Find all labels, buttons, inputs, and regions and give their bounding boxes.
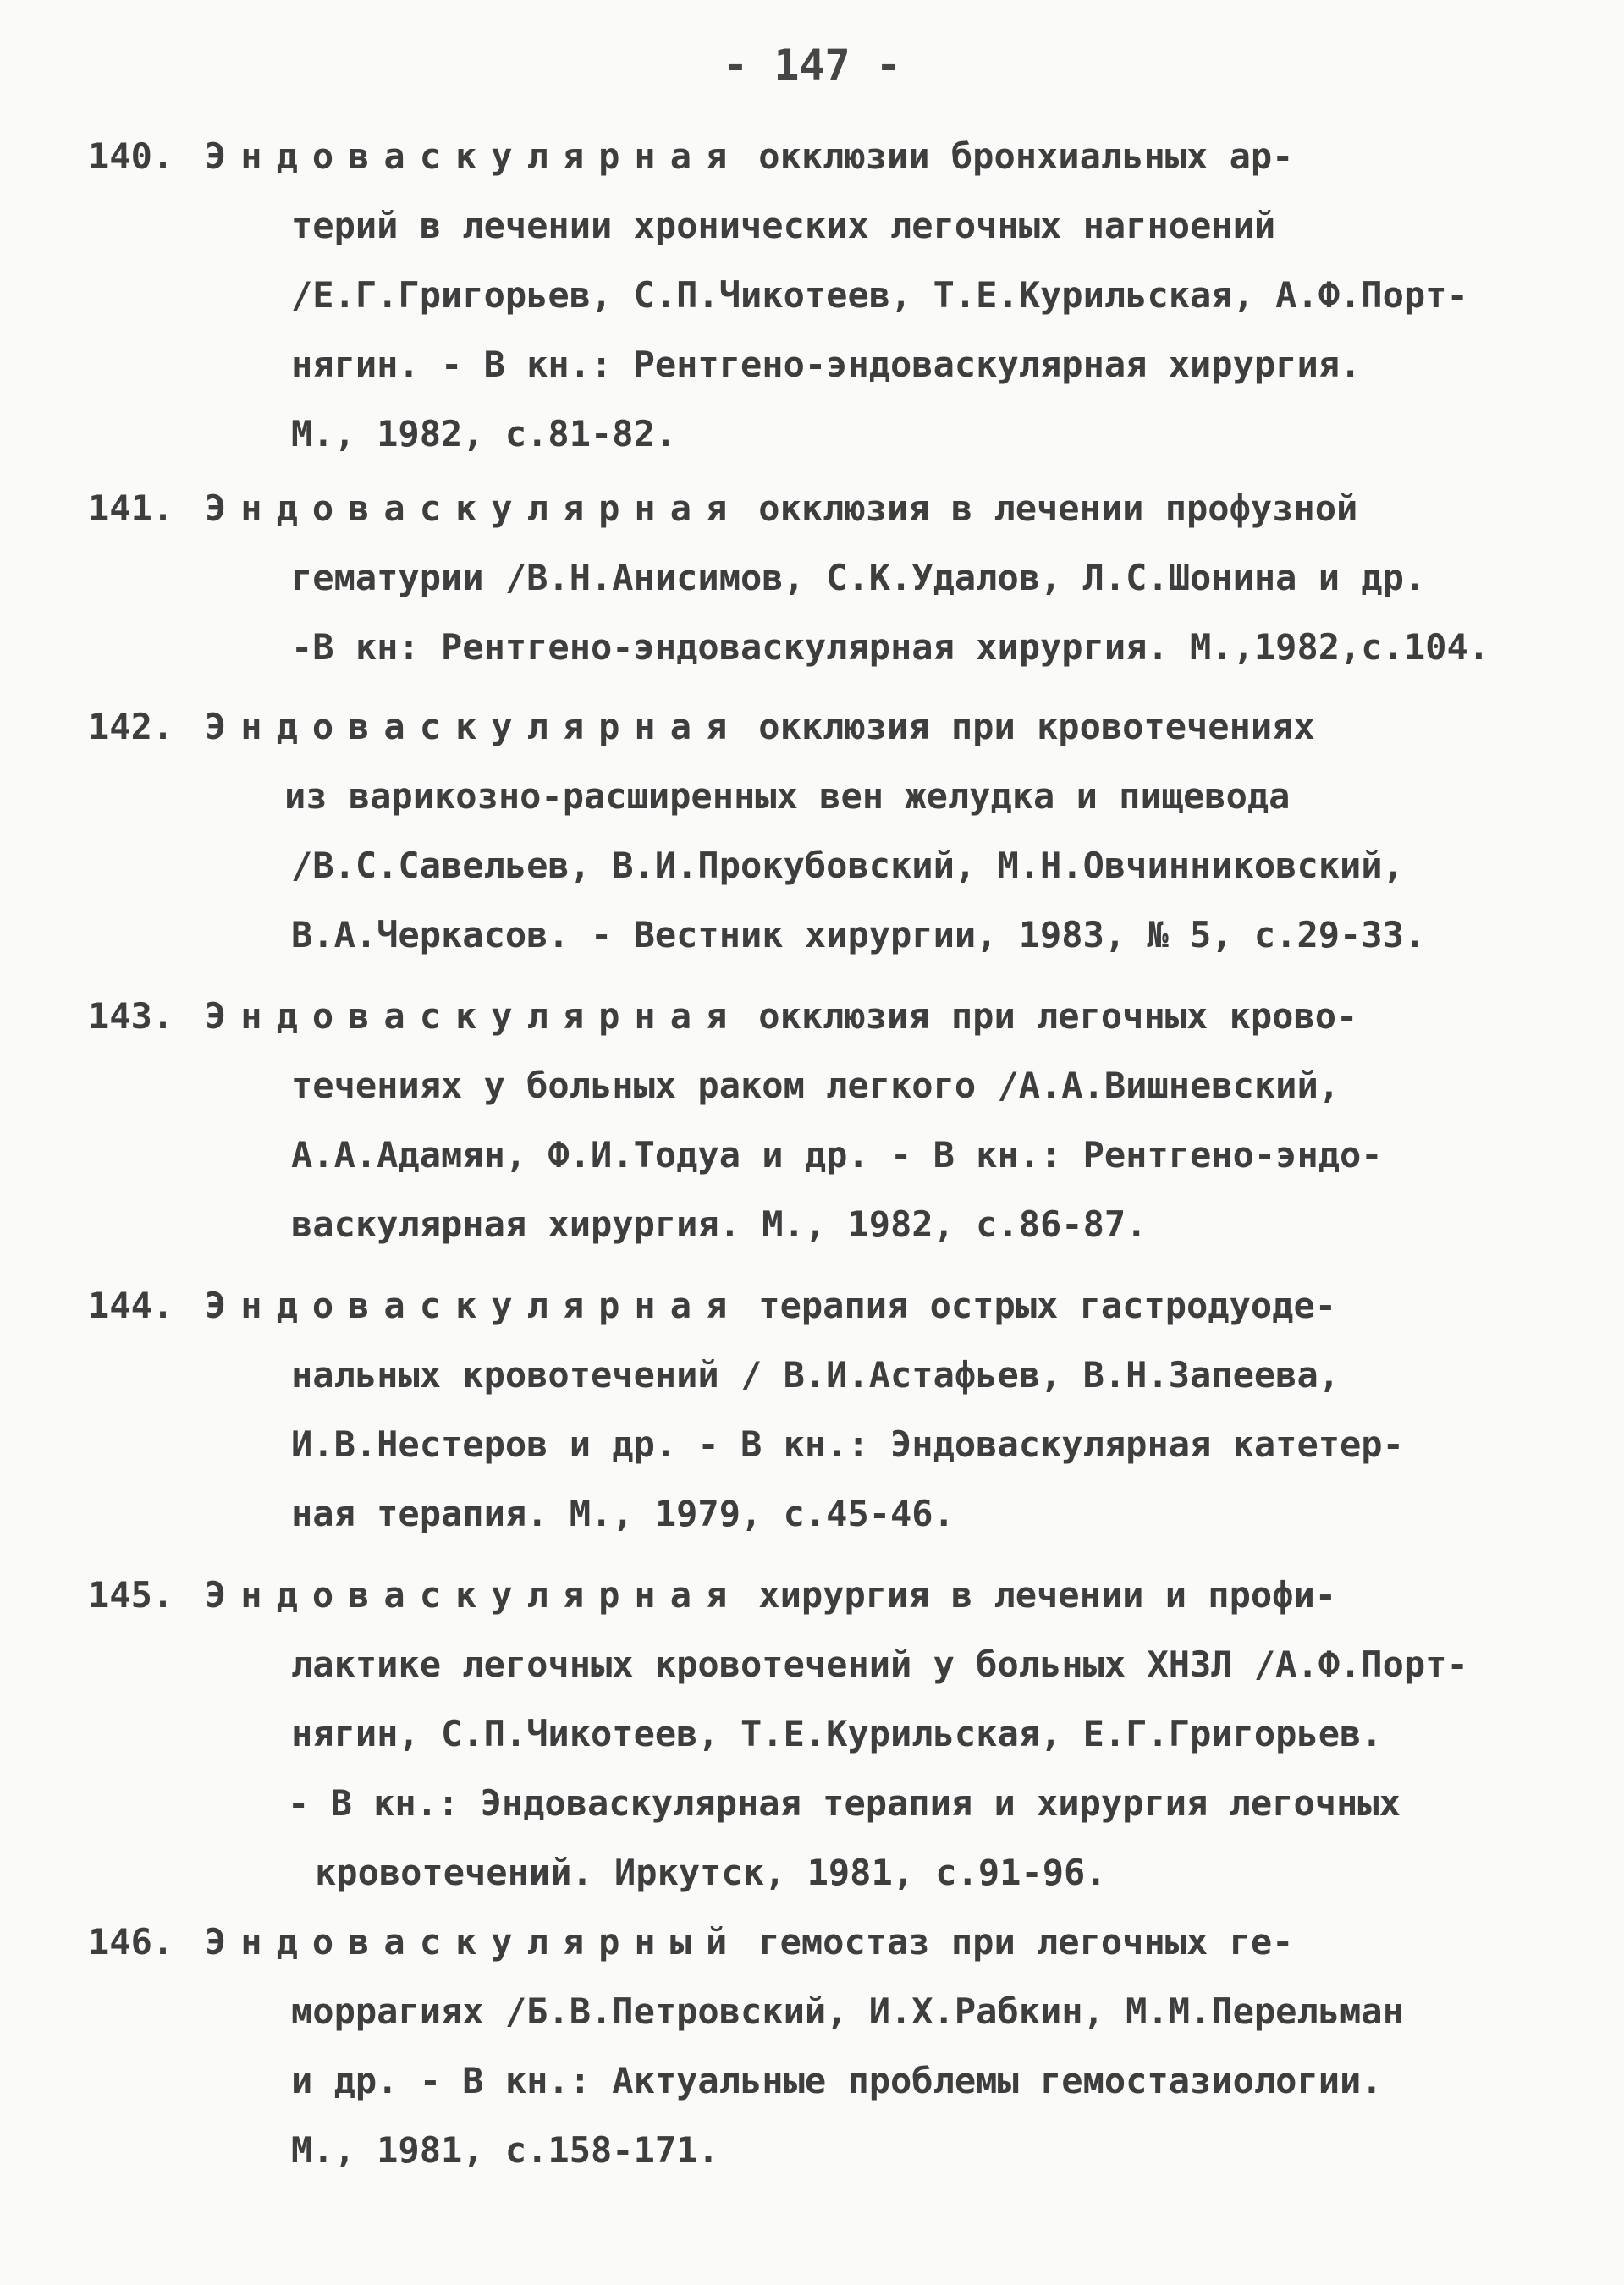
entry-first-line-text: окклюзия в лечении профузной <box>758 487 1358 529</box>
entry-line: и др. - В кн.: Актуальные проблемы гемостазиологии. <box>291 2060 1383 2101</box>
entry-line: нягин, С.П.Чикотеев, Т.Е.Курильская, Е.Г.Григорьев. <box>291 1713 1383 1754</box>
entry-first-line-text: окклюзия при легочных крово- <box>758 995 1358 1037</box>
entry-line: течениях у больных раком легкого /А.А.Вишневский, <box>291 1065 1340 1106</box>
entry-keyword: Эндоваскулярная <box>205 1285 742 1326</box>
entry-line: кровотечений. Иркутск, 1981, с.91-96. <box>315 1852 1107 1893</box>
entry-line: гематурии /В.Н.Анисимов, С.К.Удалов, Л.С.Шонина и др. <box>291 557 1426 598</box>
entry-first-line <box>88 125 1293 188</box>
entry-keyword: Эндоваскулярный <box>205 1921 742 1963</box>
entry-line: лактике легочных кровотечений у больных ХНЗЛ /А.Ф.Порт- <box>291 1644 1468 1685</box>
entry-line: /В.С.Савельев, В.И.Прокубовский, М.Н.Овчинниковский, <box>291 845 1404 886</box>
entry-line: из варикозно-расширенных вен желудка и пищевода <box>284 775 1291 817</box>
entry-number: 140. <box>88 135 174 177</box>
entry-line: моррагиях /Б.В.Петровский, И.Х.Рабкин, М.М.Перельман <box>291 1990 1404 2032</box>
entry-keyword: Эндоваскулярная <box>205 1574 742 1616</box>
entry-line: нягин. - В кн.: Рентгено-эндоваскулярная хирургия. <box>291 344 1362 385</box>
entry-first-line <box>88 1911 1293 1974</box>
entry-first-line <box>88 1564 1336 1627</box>
entry-keyword: Эндоваскулярная <box>205 487 742 529</box>
entry-first-line-text: окклюзии бронхиальных ар- <box>758 135 1294 177</box>
entry-number: 142. <box>88 706 174 747</box>
entry-line: терий в лечении хронических легочных нагноений <box>291 205 1276 246</box>
entry-number: 141. <box>88 487 174 529</box>
entry-number: 144. <box>88 1285 174 1326</box>
entry-line: И.В.Нестеров и др. - В кн.: Эндоваскулярная катетер- <box>291 1423 1404 1465</box>
entry-first-line <box>88 477 1357 540</box>
entry-number: 146. <box>88 1921 174 1963</box>
entry-keyword: Эндоваскулярная <box>205 995 742 1037</box>
entry-line: -В кн: Рентгено-эндоваскулярная хирургия. М.,1982,с.104. <box>291 626 1490 668</box>
entry-line: М., 1981, с.158-171. <box>291 2129 719 2171</box>
entry-line: /Е.Г.Григорьев, С.П.Чикотеев, Т.Е.Курильская, А.Ф.Порт- <box>291 274 1468 316</box>
entry-first-line-text: окклюзия при кровотечениях <box>758 706 1315 747</box>
entry-first-line-text: гемостаз при легочных ге- <box>758 1921 1294 1963</box>
entry-line: А.А.Адамян, Ф.И.Тодуа и др. - В кн.: Рентгено-эндо- <box>291 1134 1383 1176</box>
entry-line: - В кн.: Эндоваскулярная терапия и хирургия легочных <box>288 1782 1401 1824</box>
entry-first-line <box>88 1275 1336 1337</box>
entry-first-line <box>88 985 1357 1048</box>
entry-number: 145. <box>88 1574 174 1616</box>
entry-line: нальных кровотечений / В.И.Астафьев, В.Н.Запеева, <box>291 1354 1340 1396</box>
entry-first-line <box>88 696 1315 758</box>
entry-line: В.А.Черкасов. - Вестник хирургии, 1983, № 5, с.29-33. <box>291 914 1426 955</box>
entry-line: васкулярная хирургия. М., 1982, с.86-87. <box>291 1203 1148 1245</box>
page-number: - 147 - <box>723 41 901 90</box>
entry-number: 143. <box>88 995 174 1037</box>
entry-line: ная терапия. М., 1979, с.45-46. <box>291 1493 955 1534</box>
entry-first-line-text: хирургия в лечении и профи- <box>758 1574 1337 1616</box>
entry-first-line-text: терапия острых гастродуоде- <box>758 1285 1337 1326</box>
entry-keyword: Эндоваскулярная <box>205 706 742 747</box>
entry-keyword: Эндоваскулярная <box>205 135 742 177</box>
entry-line: М., 1982, с.81-82. <box>291 413 677 454</box>
